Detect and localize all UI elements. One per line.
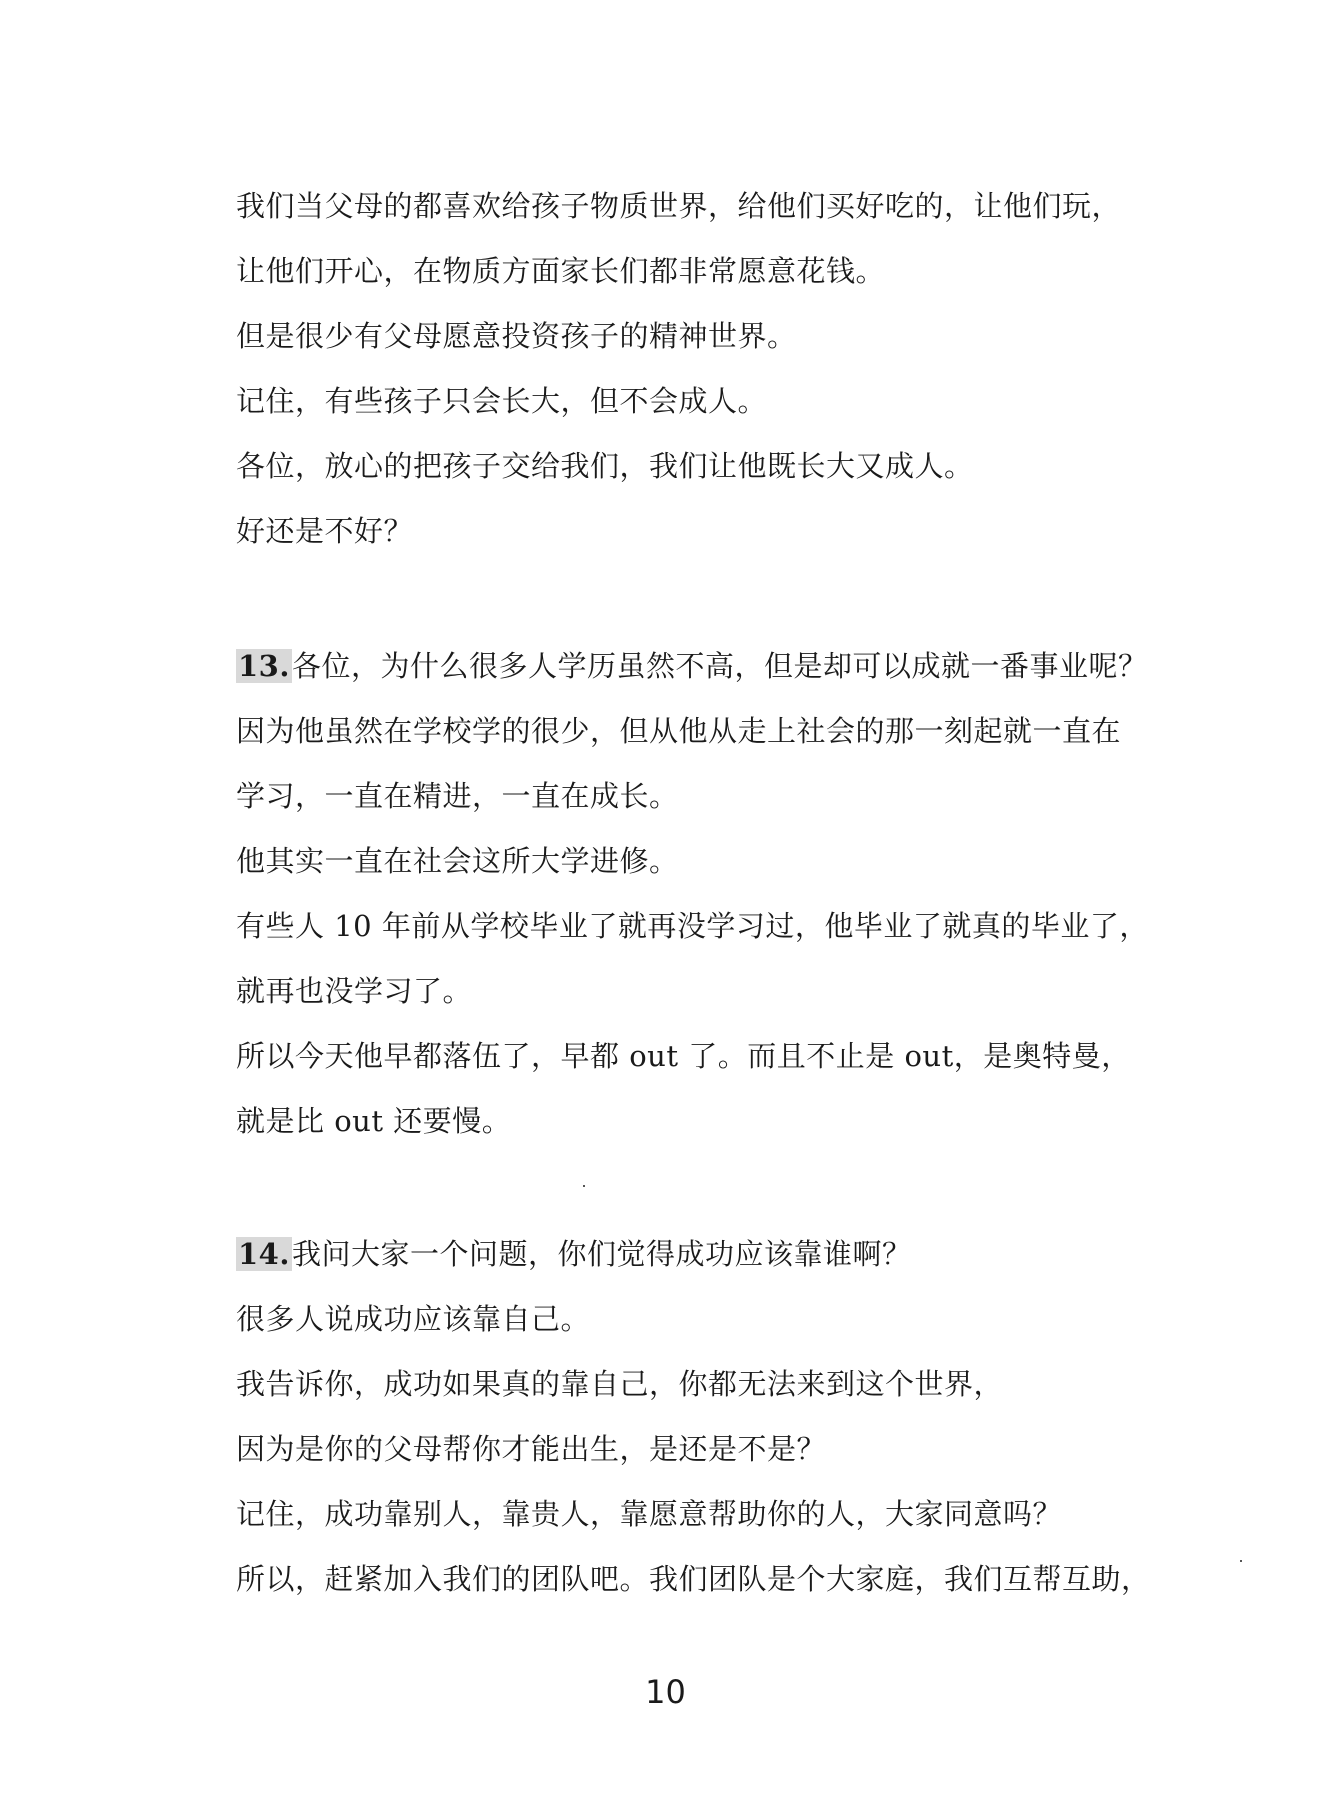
paragraph-line: 记住，成功靠别人，靠贵人，靠愿意帮助你的人，大家同意吗？ xyxy=(236,1497,1063,1531)
scan-speck xyxy=(1240,1560,1242,1562)
paragraph-line: 就是比 out 还要慢。 xyxy=(236,1104,512,1138)
paragraph-line: 各位，放心的把孩子交给我们，我们让他既长大又成人。 xyxy=(236,449,974,483)
section-13-number: 13. xyxy=(238,649,290,683)
paragraph-line: 好还是不好？ xyxy=(236,514,414,548)
section-14-heading xyxy=(236,1234,911,1274)
paragraph-line: 他其实一直在社会这所大学进修。 xyxy=(236,844,679,878)
section-14-number: 14. xyxy=(238,1237,290,1271)
paragraph-line: 所以今天他早都落伍了，早都 out 了。而且不止是 out，是奥特曼， xyxy=(236,1039,1131,1073)
paragraph-line: 让他们开心，在物质方面家长们都非常愿意花钱。 xyxy=(236,254,886,288)
scan-speck xyxy=(583,1185,585,1187)
section-13-heading xyxy=(236,646,1147,686)
section-14-heading-text: 我问大家一个问题，你们觉得成功应该靠谁啊？ xyxy=(291,1237,912,1271)
page-number: 10 xyxy=(645,1673,686,1711)
section-13-heading-text: 各位，为什么很多人学历虽然不高，但是却可以成就一番事业呢？ xyxy=(291,649,1148,683)
paragraph-line: 我们当父母的都喜欢给孩子物质世界，给他们买好吃的，让他们玩， xyxy=(236,189,1122,223)
paragraph-line: 记住，有些孩子只会长大，但不会成人。 xyxy=(236,384,768,418)
paragraph-line: 因为是你的父母帮你才能出生，是还是不是？ xyxy=(236,1432,827,1466)
paragraph-line: 因为他虽然在学校学的很少，但从他从走上社会的那一刻起就一直在 xyxy=(236,714,1122,748)
paragraph-line: 有些人 10 年前从学校毕业了就再没学习过，他毕业了就真的毕业了， xyxy=(236,909,1149,943)
paragraph-line: 很多人说成功应该靠自己。 xyxy=(236,1302,591,1336)
paragraph-line: 但是很少有父母愿意投资孩子的精神世界。 xyxy=(236,319,797,353)
paragraph-line: 所以，赶紧加入我们的团队吧。我们团队是个大家庭，我们互帮互助， xyxy=(236,1562,1151,1596)
paragraph-line: 学习，一直在精进，一直在成长。 xyxy=(236,779,679,813)
paragraph-line: 我告诉你，成功如果真的靠自己，你都无法来到这个世界， xyxy=(236,1367,1004,1401)
paragraph-line: 就再也没学习了。 xyxy=(236,974,473,1008)
